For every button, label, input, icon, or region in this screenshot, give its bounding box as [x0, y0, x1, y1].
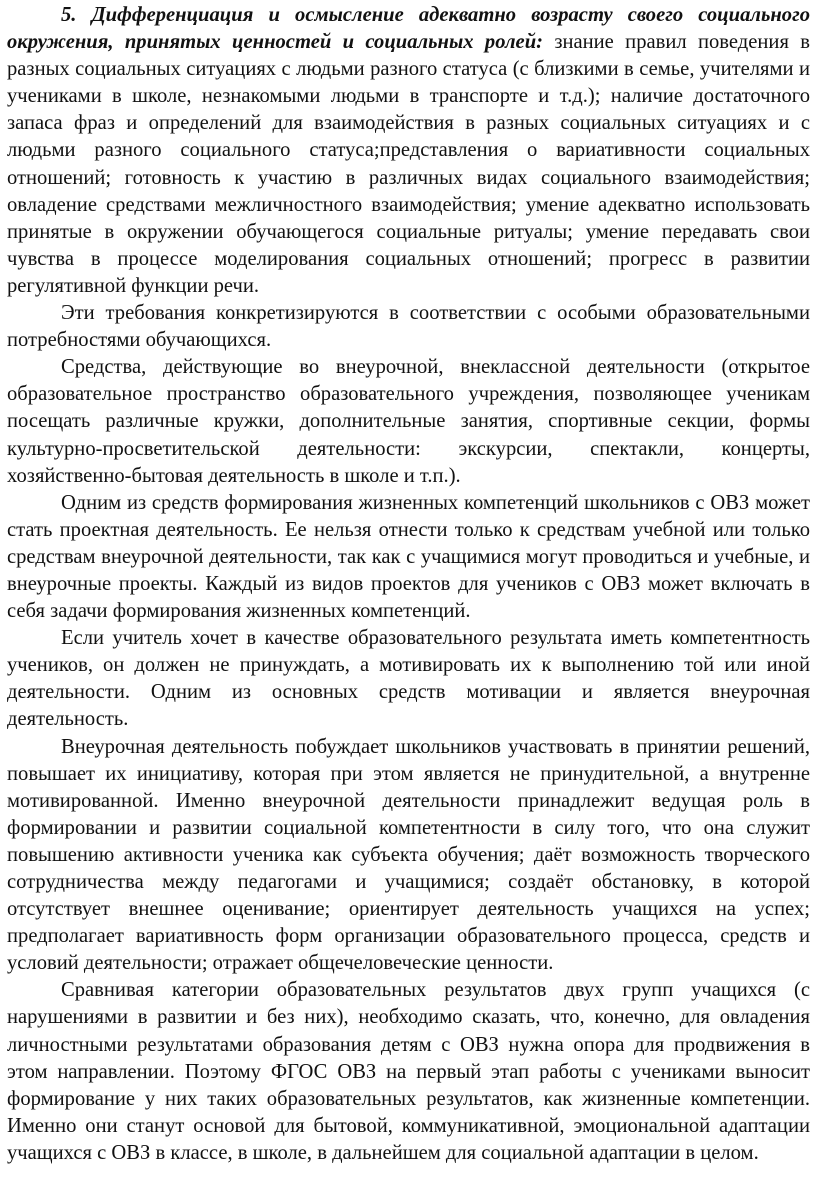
- paragraph-text: знание правил поведения в разных социальных ситуациях с людьми разного статуса (с близкими в семье, учителями и учениками в школе, незнакомыми людьми в транспорте и т.д.); наличие достаточного запаса фраз и определений для взаимодействия в разных социальных ситуациях и с людьми разного социального статуса;представления о вариативности социальных отношений; готовность к участию в различных видах социального взаимодействия; овладение средствами межличностного взаимодействия; умение адекватно использовать принятые в окружении обучающегося социальные ритуалы; умение передавать свои чувства в процессе моделирования социальных отношений; прогресс в развитии регулятивной функции речи.: [7, 31, 810, 297]
- paragraph-7: Сравнивая категории образовательных результатов двух групп учащихся (с нарушениями в развитии и без них), необходимо сказать, что, конечно, для овладения личностными результатами образования детям с ОВЗ нужна опора для продвижения в этом направлении. Поэтому ФГОС ОВЗ на первый этап работы с учениками выносит формирование у них таких образовательных результатов, как жизненные компетенции. Именно они станут основой для бытовой, коммуникативной, эмоциональной адаптации учащихся с ОВЗ в классе, в школе, в дальнейшем для социальной адаптации в целом.: [7, 979, 810, 1164]
- paragraph-1: [7, 2, 810, 300]
- paragraph-5: Если учитель хочет в качестве образовательного результата иметь компетентность учеников, он должен не принуждать, а мотивировать их к выполнению той или иной деятельности. Одним из основных средств мотивации и является внеурочная деятельность.: [7, 627, 810, 731]
- paragraph-heading: 5. Дифференциация и осмысление адекватно возрасту своего социального окружения, принятых ценностей и социальных ролей:: [7, 4, 810, 54]
- paragraph-3: Средства, действующие во внеурочной, внеклассной деятельности (открытое образовательное пространство образовательного учреждения, позволяющее ученикам посещать различные кружки, дополнительные занятия, спортивные секции, формы культурно-просветительской деятельности: экскурсии, спектакли, концерты, хозяйственно-бытовая деятельность в школе и т.п.).: [7, 356, 810, 487]
- paragraph-4: Одним из средств формирования жизненных компетенций школьников с ОВЗ может стать проектная деятельность. Ее нельзя отнести только к средствам учебной или только средствам внеурочной деятельности, так как с учащимися могут проводиться и учебные, и внеурочные проекты. Каждый из видов проектов для учеников с ОВЗ может включать в себя задачи формирования жизненных компетенций.: [7, 491, 810, 623]
- paragraph-2: Эти требования конкретизируются в соответствии с особыми образовательными потребностями обучающихся.: [7, 302, 810, 352]
- paragraph-6: Внеурочная деятельность побуждает школьников участвовать в принятии решений, повышает их инициативу, которая при этом является не принудительной, а внутренне мотивированной. Именно внеурочной деятельности принадлежит ведущая роль в формировании и развитии социальной компетентности в силу того, что она служит повышению активности ученика как субъекта обучения; даёт возможность творческого сотрудничества между педагогами и учащимися; создаёт обстановку, в которой отсутствует внешнее оценивание; ориентирует деятельность учащихся на успех; предполагает вариативность форм организации образовательного процесса, средств и условий деятельности; отражает общечеловеческие ценности.: [7, 735, 810, 975]
